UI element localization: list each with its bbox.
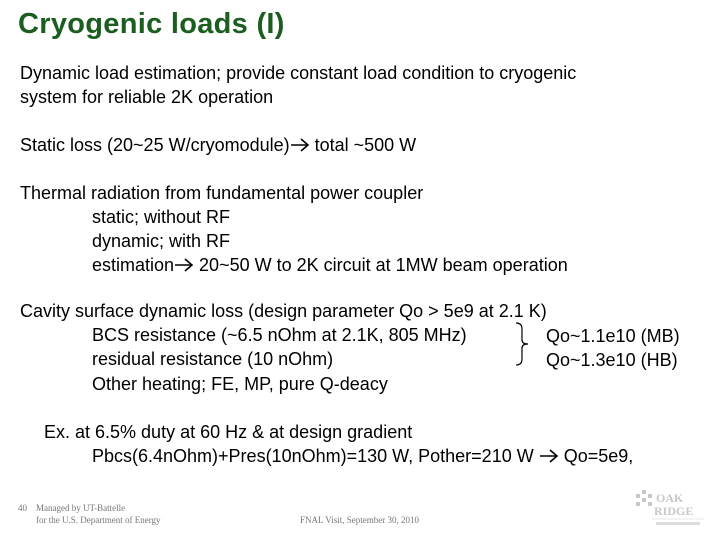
right-brace (512, 321, 534, 367)
svg-text:OAK: OAK (656, 491, 684, 505)
example-qo: Qo=5e9, (558, 446, 634, 466)
static-loss-text: Static loss (20~25 W/cryomodule) (20, 135, 290, 155)
right-arrow-icon (290, 138, 310, 152)
oak-ridge-logo (634, 488, 706, 528)
other-heating: Other heating; FE, MP, pure Q-deacy (92, 374, 388, 394)
static-loss-total: total ~500 W (309, 135, 417, 155)
example-power: Pbcs(6.4nOhm)+Pres(10nOhm)=130 W, Pother=210 W (92, 446, 534, 466)
thermal-static: static; without RF (92, 207, 231, 227)
bcs-resistance: BCS resistance (~6.5 nOhm at 2.1K, 805 MHz) (92, 325, 467, 345)
thermal-estimation (92, 253, 568, 277)
managed-by-line1: Managed by UT-Battelle (36, 503, 126, 513)
thermal-radiation-heading: Thermal radiation from fundamental power coupler (20, 183, 424, 203)
slide-title: Cryogenic loads (I) (18, 8, 285, 40)
managed-by-line2: for the U.S. Department of Energy (36, 515, 161, 525)
estimation-label: estimation (92, 255, 175, 275)
residual-resistance: residual resistance (10 nOhm) (92, 349, 334, 369)
dynamic-load-line2: system for reliable 2K operation (20, 87, 274, 107)
right-arrow-icon (539, 449, 559, 463)
page-number: 40 (18, 503, 27, 513)
estimation-value: 20~50 W to 2K circuit at 1MW beam operation (194, 255, 568, 275)
dynamic-load-line1: Dynamic load estimation; provide constant load condition to cryogenic (20, 63, 577, 83)
thermal-dynamic: dynamic; with RF (92, 231, 231, 251)
cavity-loss-heading: Cavity surface dynamic loss (design parameter Qo > 5e9 at 2.1 K) (20, 301, 547, 321)
example-line2 (92, 444, 633, 468)
static-loss-line (20, 133, 416, 157)
event-label: FNAL Visit, September 30, 2010 (300, 515, 419, 525)
qo-mb: Qo~1.1e10 (MB) (546, 326, 680, 346)
right-arrow-icon (174, 258, 194, 272)
example-line1: Ex. at 6.5% duty at 60 Hz & at design gradient (44, 422, 413, 442)
svg-text:RIDGE: RIDGE (654, 504, 694, 518)
qo-hb: Qo~1.3e10 (HB) (546, 350, 678, 370)
